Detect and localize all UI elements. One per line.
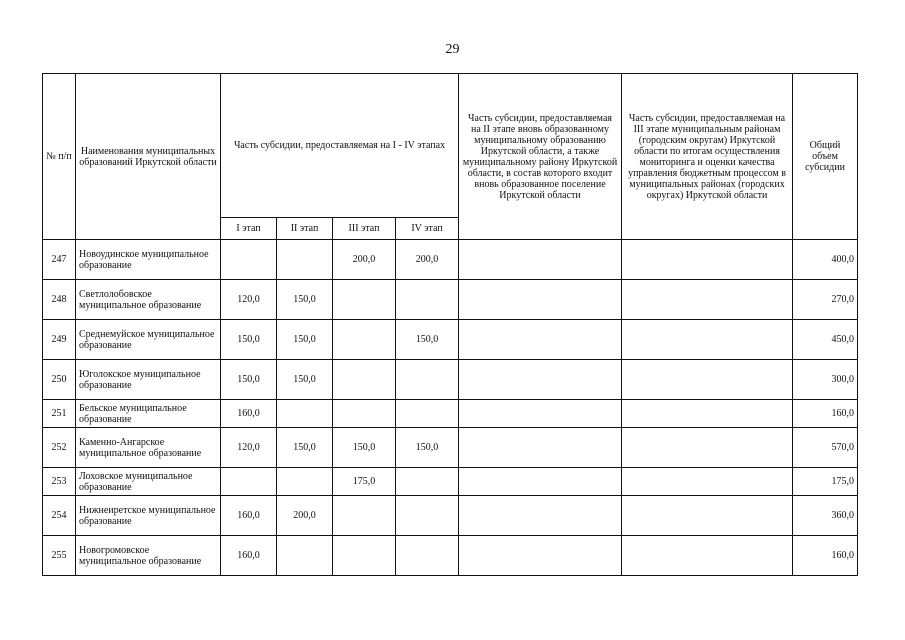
total-value: 360,0 xyxy=(793,496,858,536)
stage-2-value: 200,0 xyxy=(277,496,333,536)
stage-1-value: 150,0 xyxy=(221,360,277,400)
total-value: 160,0 xyxy=(793,536,858,576)
stage-4-value xyxy=(396,400,459,428)
stage-3-value xyxy=(333,320,396,360)
header-stage-2: II этап xyxy=(277,218,333,240)
header-stage-1: I этап xyxy=(221,218,277,240)
stage-1-value xyxy=(221,468,277,496)
monitoring-value xyxy=(622,468,793,496)
stage-2-value xyxy=(277,240,333,280)
monitoring-value xyxy=(622,536,793,576)
new-formed-value xyxy=(459,240,622,280)
table-row xyxy=(43,428,858,468)
stage-4-value xyxy=(396,468,459,496)
stage-1-value: 160,0 xyxy=(221,400,277,428)
stage-4-value xyxy=(396,496,459,536)
header-stages-group: Часть субсидии, предоставляемая на I - IV этапах xyxy=(221,74,459,218)
subsidy-table xyxy=(42,73,858,576)
table-row xyxy=(43,240,858,280)
page-number: 29 xyxy=(445,42,460,57)
table-row xyxy=(43,468,858,496)
row-number: 252 xyxy=(43,428,76,468)
monitoring-value xyxy=(622,428,793,468)
total-value: 175,0 xyxy=(793,468,858,496)
municipality-name: Юголокское муниципальное образование xyxy=(76,360,221,400)
monitoring-value xyxy=(622,360,793,400)
header-stage-3: III этап xyxy=(333,218,396,240)
stage-4-value xyxy=(396,536,459,576)
stage-2-value xyxy=(277,536,333,576)
header-name: Наименования муниципальных образований Иркутской области xyxy=(76,74,221,240)
stage-3-value: 175,0 xyxy=(333,468,396,496)
total-value: 570,0 xyxy=(793,428,858,468)
stage-3-value xyxy=(333,360,396,400)
new-formed-value xyxy=(459,468,622,496)
monitoring-value xyxy=(622,240,793,280)
new-formed-value xyxy=(459,400,622,428)
new-formed-value xyxy=(459,280,622,320)
stage-2-value: 150,0 xyxy=(277,320,333,360)
monitoring-value xyxy=(622,400,793,428)
new-formed-value xyxy=(459,496,622,536)
table-row xyxy=(43,360,858,400)
new-formed-value xyxy=(459,320,622,360)
stage-3-value xyxy=(333,400,396,428)
new-formed-value xyxy=(459,360,622,400)
municipality-name: Новоудинское муниципальное образование xyxy=(76,240,221,280)
row-number: 248 xyxy=(43,280,76,320)
total-value: 400,0 xyxy=(793,240,858,280)
row-number: 254 xyxy=(43,496,76,536)
stage-3-value xyxy=(333,496,396,536)
municipality-name: Светлолобовское муниципальное образование xyxy=(76,280,221,320)
stage-1-value: 150,0 xyxy=(221,320,277,360)
new-formed-value xyxy=(459,428,622,468)
row-number: 253 xyxy=(43,468,76,496)
table-row xyxy=(43,496,858,536)
row-number: 255 xyxy=(43,536,76,576)
row-number: 251 xyxy=(43,400,76,428)
stage-2-value xyxy=(277,468,333,496)
stage-4-value: 150,0 xyxy=(396,428,459,468)
header-stage-4: IV этап xyxy=(396,218,459,240)
stage-2-value: 150,0 xyxy=(277,280,333,320)
stage-2-value: 150,0 xyxy=(277,428,333,468)
stage-1-value: 160,0 xyxy=(221,536,277,576)
header-new-formed: Часть субсидии, предоставляемая на II этапе вновь образованному муниципальному образованию Иркутской области, а также муниципальному району Иркутской области, в состав которого входит вновь образованное поселение Иркутской области xyxy=(459,74,622,240)
stage-2-value: 150,0 xyxy=(277,360,333,400)
stage-1-value: 120,0 xyxy=(221,428,277,468)
row-number: 249 xyxy=(43,320,76,360)
stage-3-value: 150,0 xyxy=(333,428,396,468)
total-value: 270,0 xyxy=(793,280,858,320)
stage-3-value xyxy=(333,536,396,576)
municipality-name: Среднемуйское муниципальное образование xyxy=(76,320,221,360)
municipality-name: Каменно-Ангарское муниципальное образование xyxy=(76,428,221,468)
stage-3-value: 200,0 xyxy=(333,240,396,280)
stage-1-value: 120,0 xyxy=(221,280,277,320)
total-value: 300,0 xyxy=(793,360,858,400)
stage-4-value xyxy=(396,360,459,400)
monitoring-value xyxy=(622,496,793,536)
municipality-name: Бельское муниципальное образование xyxy=(76,400,221,428)
header-stage3-districts: Часть субсидии, предоставляемая на III этапе муниципальным районам (городским округам) Иркутской области по итогам осуществления мониторинга и оценки качества управления бюджетным процессом в муниципальных районах (городских округах) Иркутской области xyxy=(622,74,793,240)
stage-1-value: 160,0 xyxy=(221,496,277,536)
stage-4-value: 150,0 xyxy=(396,320,459,360)
header-num: № п/п xyxy=(43,74,76,240)
stage-1-value xyxy=(221,240,277,280)
total-value: 160,0 xyxy=(793,400,858,428)
monitoring-value xyxy=(622,320,793,360)
municipality-name: Нижнеиретское муниципальное образование xyxy=(76,496,221,536)
table-row xyxy=(43,400,858,428)
stage-2-value xyxy=(277,400,333,428)
stage-3-value xyxy=(333,280,396,320)
municipality-name: Новогромовское муниципальное образование xyxy=(76,536,221,576)
table-row xyxy=(43,320,858,360)
monitoring-value xyxy=(622,280,793,320)
stage-4-value xyxy=(396,280,459,320)
row-number: 247 xyxy=(43,240,76,280)
stage-4-value: 200,0 xyxy=(396,240,459,280)
header-total: Общий объем субсидии xyxy=(793,74,858,240)
table-row xyxy=(43,280,858,320)
municipality-name: Лоховское муниципальное образование xyxy=(76,468,221,496)
row-number: 250 xyxy=(43,360,76,400)
total-value: 450,0 xyxy=(793,320,858,360)
new-formed-value xyxy=(459,536,622,576)
table-row xyxy=(43,536,858,576)
